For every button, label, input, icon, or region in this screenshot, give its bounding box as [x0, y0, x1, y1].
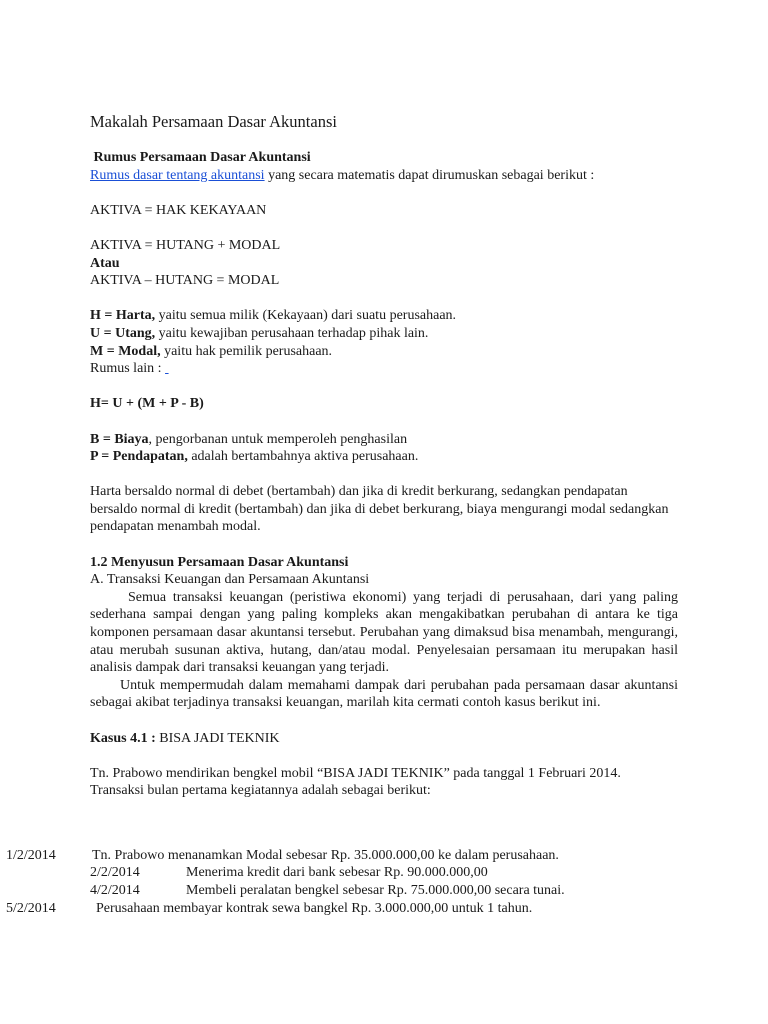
- definition-modal: M = Modal, yaitu hak pemilik perusahaan.: [90, 343, 333, 359]
- definition-utang: U = Utang, yaitu kewajiban perusahaan terhadap pihak lain.: [90, 325, 429, 341]
- transaction-text: Menerima kredit dari bank sebesar Rp. 90.000.000,00: [186, 865, 488, 880]
- case-heading: Kasus 4.1 : BISA JADI TEKNIK: [90, 730, 280, 746]
- definition-biaya: B = Biaya, pengorbanan untuk memperoleh penghasilan: [90, 431, 408, 447]
- transaction-date: 2/2/2014: [90, 865, 140, 880]
- section-2-heading: 1.2 Menyusun Persamaan Dasar Akuntansi: [90, 554, 349, 570]
- definition-pendapatan: P = Pendapatan, adalah bertambahnya aktiva perusahaan.: [90, 449, 419, 465]
- section-heading: Rumus Persamaan Dasar Akuntansi: [90, 150, 311, 165]
- transaction-text: Membeli peralatan bengkel sebesar Rp. 75.000.000,00 secara tunai.: [186, 883, 565, 898]
- section-2-subheading: A. Transaksi Keuangan dan Persamaan Akuntansi: [90, 572, 370, 588]
- case-intro: Tn. Prabowo mendirikan bengkel mobil “BISA JADI TEKNIK” pada tanggal 1 Februari 2014. Transaksi bulan pertama kegiatannya adalah sebagai berikut:: [90, 765, 621, 799]
- formula-link[interactable]: Rumus dasar tentang akuntansi: [90, 167, 265, 183]
- equation-4: H= U + (M + P - B): [90, 396, 204, 412]
- paragraph-transaksi: Semua transaksi keuangan (peristiwa ekonomi) yang terjadi di perusahaan, dari yang paling sederhana sampai dengan yang paling kompleks akan mengakibatkan perubahan di antara ke tiga komponen persamaan dasar akuntansi tersebut. Perubahan yang dimaksud bisa menambah, mengurangi, atau merubah susunan aktiva, hutang, dan/atau modal. Penyelesaian persamaan itu merupakan hasil analisis dampak dari transaksi keuangan yang terjadi.: [90, 589, 678, 676]
- paragraph-memahami: Untuk mempermudah dalam memahami dampak dari perubahan pada persamaan dasar akuntansi sebagai akibat terjadinya transaksi keuangan, marilah kita cermati contoh kasus berikut ini.: [90, 677, 678, 711]
- transaction-text: Perusahaan membayar kontrak sewa bangkel Rp. 3.000.000,00 untuk 1 tahun.: [96, 901, 533, 916]
- transaction-date: 4/2/2014: [90, 883, 140, 898]
- document-body: [90, 112, 678, 800]
- atau-label: Atau: [90, 255, 120, 271]
- equation-2: AKTIVA = HUTANG + MODAL: [90, 237, 281, 253]
- transaction-date: 5/2/2014: [6, 901, 56, 916]
- definition-harta: H = Harta, yaitu semua milik (Kekayaan) dari suatu perusahaan.: [90, 308, 457, 324]
- saldo-paragraph: Harta bersaldo normal di debet (bertambah) dan jika di kredit berkurang, sedangkan pendapatan bersaldo normal di kredit (bertambah) dan jika di debet berkurang, biaya mengurangi modal sedangkan pendapatan menambah modal.: [90, 484, 669, 535]
- rumus-lain-link[interactable]: [165, 361, 169, 376]
- intro-text: yang secara matematis dapat dirumuskan sebagai berikut :: [264, 167, 595, 183]
- rumus-lain: Rumus lain :: [90, 360, 678, 378]
- equation-3: AKTIVA – HUTANG = MODAL: [90, 273, 280, 289]
- intro-line: [90, 167, 678, 185]
- transaction-text: Tn. Prabowo menanamkan Modal sebesar Rp. 35.000.000,00 ke dalam perusahaan.: [92, 848, 559, 863]
- transaction-date: 1/2/2014: [6, 848, 56, 863]
- page-title: Makalah Persamaan Dasar Akuntansi: [90, 112, 337, 131]
- equation-1: AKTIVA = HAK KEKAYAAN: [90, 202, 267, 218]
